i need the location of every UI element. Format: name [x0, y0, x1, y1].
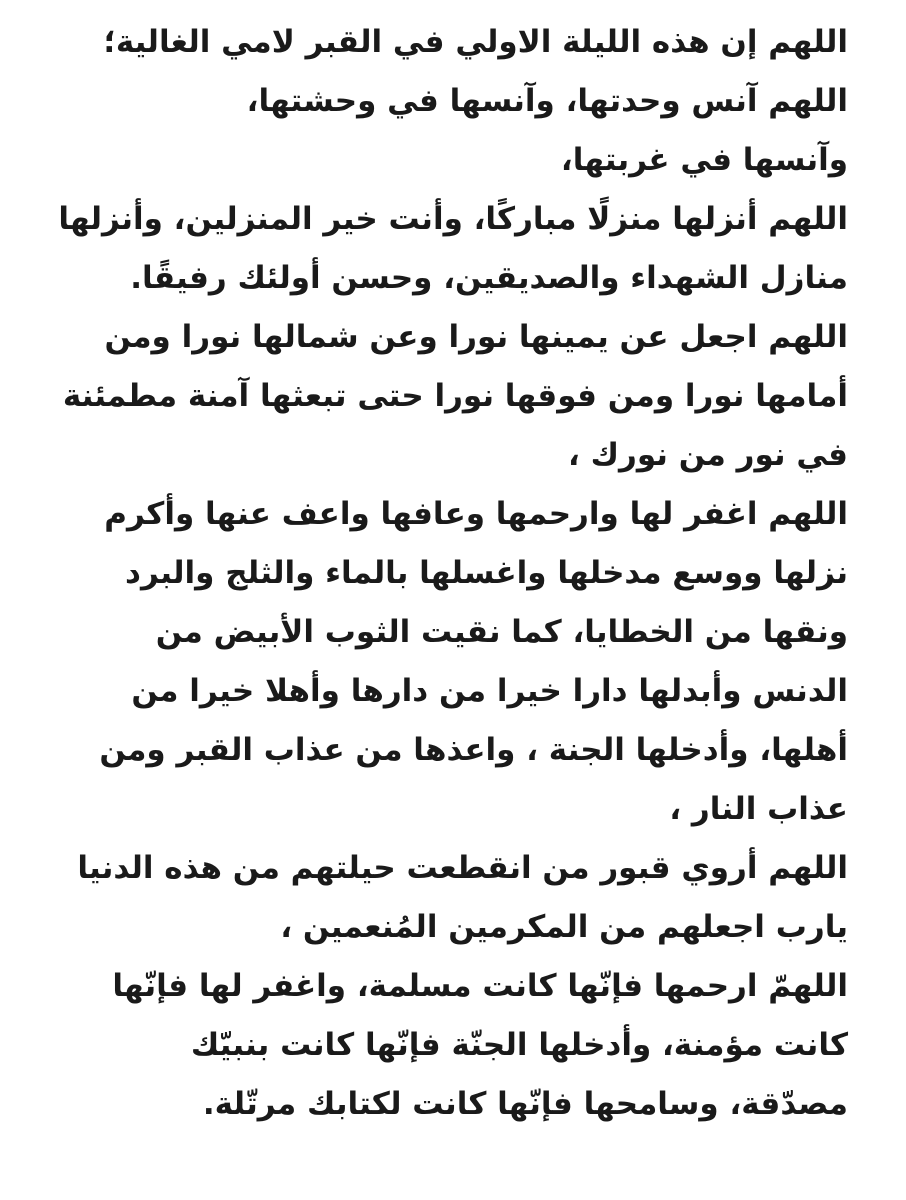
text-line: اللهم آنس وحدتها، وآنسها في وحشتها، [246, 83, 848, 119]
text-line: اللهم اغفر لها وارحمها وعافها واعف عنها وأكرم [104, 496, 848, 532]
prayer-text [40, 13, 848, 1134]
text-line: ونقها من الخطايا، كما نقيت الثوب الأبيض من [155, 614, 848, 650]
text-line: اللهمّ ارحمها فإنّها كانت مسلمة، واغفر لها فإنّها [112, 968, 848, 1004]
text-line: أهلها، وأدخلها الجنة ، واعذها من عذاب القبر ومن [99, 732, 848, 768]
text-line: اللهم اجعل عن يمينها نورا وعن شمالها نورا ومن [104, 319, 848, 355]
text-line: اللهم أنزلها منزلًا مباركًا، وأنت خير المنزلين، وأنزلها [58, 201, 848, 237]
text-line: اللهم إن هذه الليلة الاولي في القبر لامي الغالية؛ [103, 24, 848, 60]
text-line: في نور من نورك ، [568, 437, 848, 473]
text-line: الدنس وأبدلها دارا خيرا من دارها وأهلا خيرا من [131, 673, 848, 709]
text-line: منازل الشهداء والصديقين، وحسن أولئك رفيقًا. [130, 260, 848, 296]
text-line: كانت مؤمنة، وأدخلها الجنّة فإنّها كانت بنبيّك [190, 1027, 848, 1063]
text-line: وآنسها في غربتها، [560, 142, 848, 178]
text-line: يارب اجعلهم من المكرمين المُنعمين ، [280, 909, 848, 945]
text-line: أمامها نورا ومن فوقها نورا حتى تبعثها آمنة مطمئنة [62, 378, 848, 414]
text-line: نزلها ووسع مدخلها واغسلها بالماء والثلج والبرد [125, 555, 848, 591]
text-line: عذاب النار ، [669, 791, 848, 827]
text-line: مصدّقة، وسامحها فإنّها كانت لكتابك مرتّلة. [202, 1086, 848, 1122]
text-line: اللهم أروي قبور من انقطعت حيلتهم من هذه الدنيا [77, 850, 848, 886]
